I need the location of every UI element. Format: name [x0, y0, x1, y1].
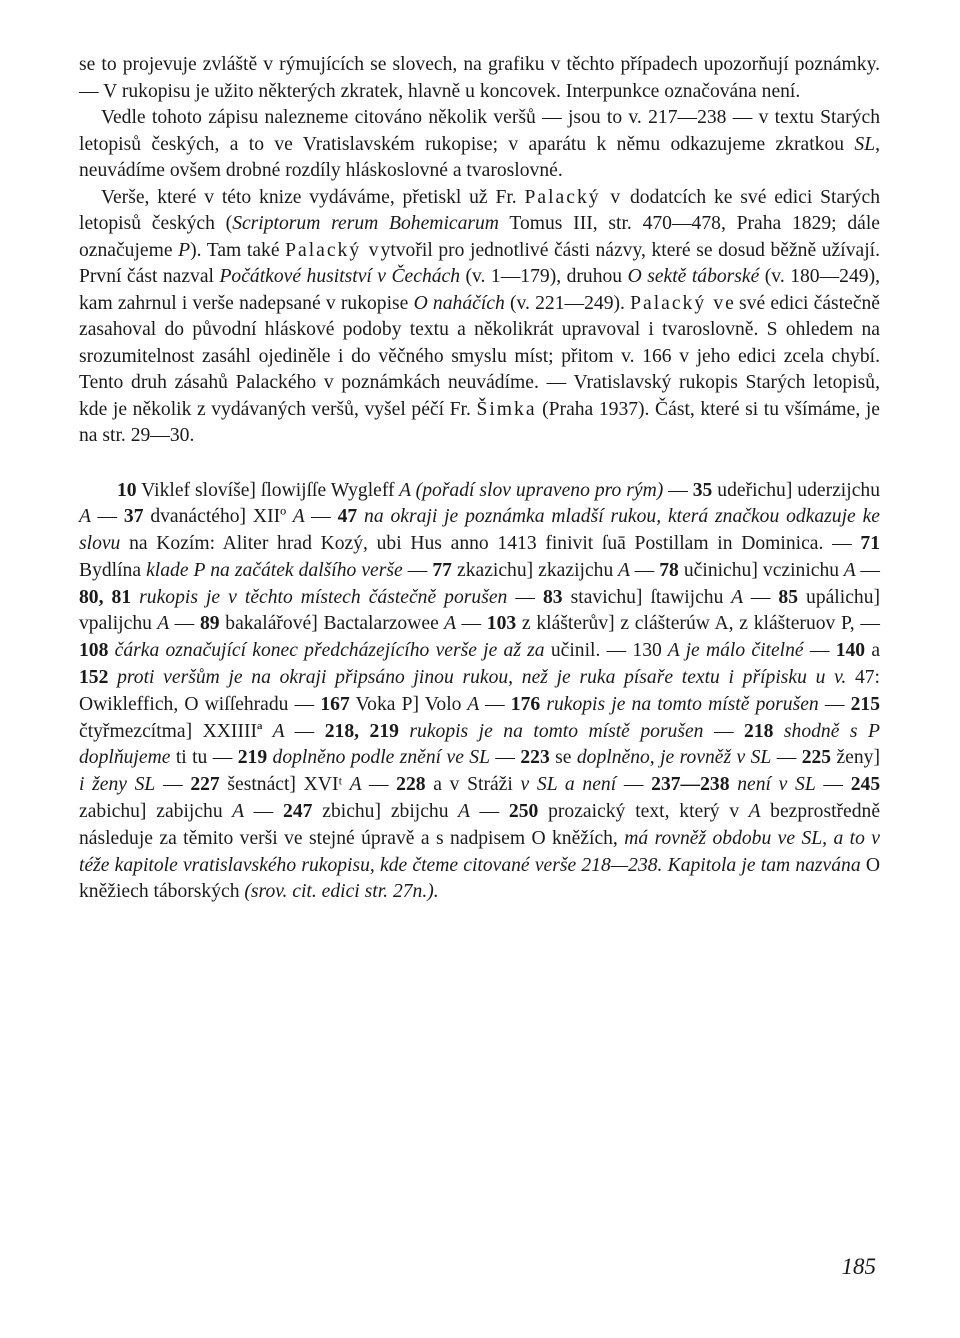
apparatus-notes: 10 Viklef slovíše] ſlowijſſe Wygleff A (pořadí slov upraveno pro rým) — 35 udeřichu] uderzijchu A — 37 dvanáctého] XIIº A — 47 na okraji je poznámka mladší rukou, která značkou odkazuje ke slovu na Kozím: Aliter hrad Kozý, ubi Hus anno 1413 finivit ſuā Postillam in Dominica. — 71 Bydlína klade P na začátek dalšího verše — 77 zkazichu] zkazijchu A — 78 učinichu] vczinichu A — 80, 81 rukopis je v těchto místech částečně porušen — 83 stavichu] ſtawijchu A — 85 upálichu] vpalijchu A — 89 bakalářové] Bactalarzowee A — 103 z klášterův] z clášterúw A, z klášteruov P, — 108 čárka označující konec předcházejícího verše je až za učinil. — 130 A je málo čitelné — 140 a 152 proti veršům je na okraji připsáno jinou rukou, než je ruka písaře textu i přípisku u v. 47: Owikleffich, O wiſſehradu — 167 Voka P] Volo A — 176 rukopis je na tomto místě porušen — 215 čtyřmezcítma] XXIIIIª A — 218, 219 rukopis je na tomto místě porušen — 218 shodně s P doplňujeme ti tu — 219 doplněno podle znění ve SL — 223 se doplněno, je rovněž v SL — 225 ženy] i ženy SL — 227 šestnáct] XVIᵗ A — 228 a v Stráži v SL a není — 237—238 není v SL — 245 zabichu] zabijchu A — 247 zbichu] zbijchu A — 250 prozaický text, který v A bezprostředně následuje za těmito verši ve stejné úpravě a s nadpisem O kněžích, má rovněž obdobu ve SL, a to v téže kapitole vratislavského rukopisu, kde čteme citované verše 218—238. Kapitola je tam nazvána O kněžiech táborských (srov. cit. edici str. 27n.). [79, 479, 881, 903]
intro-paragraph-1: se to projevuje zvláště v rýmujících se slovech, na grafiku v těchto případech upozorňují poznámky. — V rukopisu je užito některých zkratek, hlavně u koncovek. Interpunkce označována není. [79, 54, 880, 102]
intro-paragraph-2: Vedle tohoto zápisu nalezneme citováno několik veršů — jsou to v. 217—238 — v textu Starých letopisů českých, a to ve Vratislavském rukopise; v aparátu k němu odkazujeme zkratkou SL, neuvádíme ovšem drobné rozdíly hláskoslovné a tvaroslovné. [79, 107, 880, 181]
critical-apparatus [79, 478, 880, 907]
introduction [79, 52, 880, 450]
intro-paragraph-3: Verše, které v této knize vydáváme, přetiskl už Fr. Palacký v dodatcích ke své edici Starých letopisů českých (Scriptorum rerum Bohemicarum Tomus III, str. 470—478, Praha 1829; dále označujeme P). Tam také Palacký vytvořil pro jednotlivé části názvy, které se dosud běžně užívají. První část nazval Počátkové husitství v Čechách (v. 1—179), druhou O sektě táborské (v. 180—249), kam zahrnul i verše nadepsané v rukopise O naháčích (v. 221—249). Palacký ve své edici částečně zasahoval do původní hláskové podoby textu a několikrát upravoval i tvaroslovně. S ohledem na srozumitelnost zasáhl ojediněle i do věčného smyslu míst; přitom v. 166 v jeho edici zcela chybí. Tento druh zásahů Palackého v poznámkách neuvádíme. — Vratislavský rukopis Starých letopisů, kde je několik z vydávaných veršů, vyšel péčí Fr. Šimka (Praha 1937). Část, které si tu všímáme, je na str. 29—30. [79, 186, 881, 446]
page-number: 185 [841, 1254, 876, 1279]
page-body [79, 52, 880, 906]
